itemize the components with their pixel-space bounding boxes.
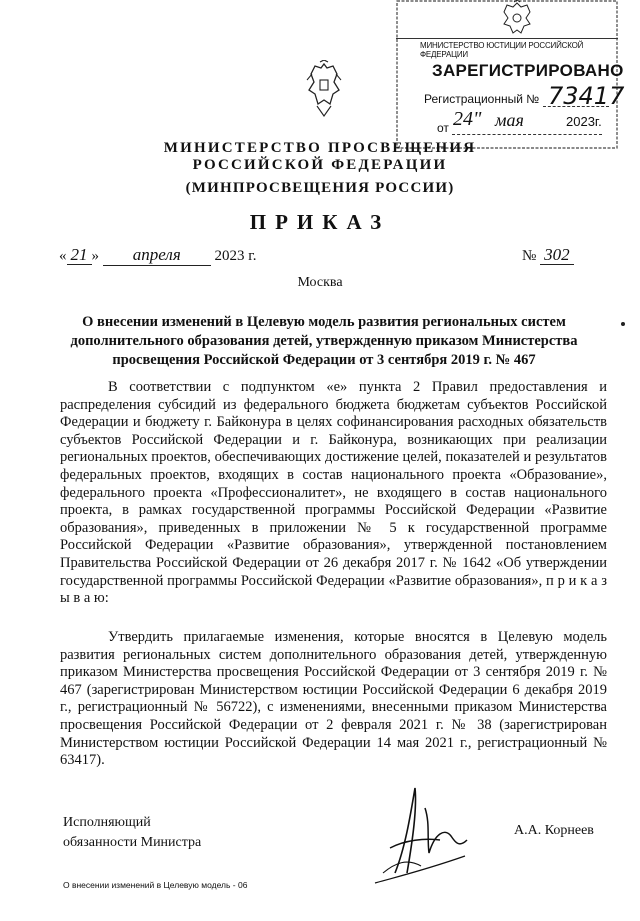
date-close-quote: » xyxy=(91,248,99,264)
stamp-date-underline xyxy=(452,134,602,135)
order-date xyxy=(59,245,256,266)
document-heading: О внесении изменений в Целевую модель развития региональных систем дополнительного образования детей, утвержденную приказом Министерства просвещения Российской Федерации от 3 сентября 2019 г. № 467 xyxy=(70,314,578,368)
signatory-role-line2: обязанности Министра xyxy=(63,835,202,850)
stamp-date-year: 2023г. xyxy=(566,114,602,129)
ministry-name-line1: МИНИСТЕРСТВО ПРОСВЕЩЕНИЯ xyxy=(163,140,477,156)
order-date-month: апреля xyxy=(103,245,211,266)
stamp-date-prefix: от xyxy=(437,121,449,135)
city: Москва xyxy=(297,275,343,290)
body-paragraph-preamble: В соответствии с подпунктом «е» пункта 2 Правил предоставления и распределения субсидий из федерального бюджета бюджетам субъектов Российской Федерации и бюджету г. Байконура в целях софинансирования расходных обязательств субъектов Российской Федерации и г. Байконура, возникающих при реализации региональных проектов, обеспечивающих достижение целей, показателей и результатов федеральных проектов, входящих в состав национального проекта «Образование», федерального проекта «Профессионалитет», не входящего в состав национального проекта, в рамках государственной программы Российской Федерации «Развитие образования», приведенных в приложении № 5 к государственной программе Российской Федерации «Развитие образования», утвержденной постановлением Правительства Российской Федерации от 26 декабря 2017 г. № 1642 «Об утверждении государственной программы Российской Федерации «Развитие образования», п р и к а з ы в а ю: xyxy=(60,379,607,607)
stamp-reg-number: 73417 xyxy=(548,82,625,110)
order-date-day: 21 xyxy=(67,245,92,265)
stamp-registered-label: ЗАРЕГИСТРИРОВАНО xyxy=(432,61,624,80)
order-number-value: 302 xyxy=(540,245,574,265)
order-number-label: № xyxy=(522,248,537,264)
order-date-year: 2023 г. xyxy=(214,248,257,264)
margin-dot xyxy=(621,322,625,326)
stamp-date-day: 24" xyxy=(453,108,482,130)
signatory-role xyxy=(63,813,201,853)
date-open-quote: « xyxy=(59,248,67,264)
ministry-name-line2: РОССИЙСКОЙ ФЕДЕРАЦИИ xyxy=(192,157,448,173)
signatory-name: А.А. Корнеев xyxy=(514,823,594,838)
document-type-title: ПРИКАЗ xyxy=(249,210,391,234)
body-paragraph-decision: Утвердить прилагаемые изменения, которые вносятся в Целевую модель развития региональных систем дополнительного образования детей, утвержденную приказом Министерства просвещения Российской Федерации от 3 сентября 2019 г. № 467 (зарегистрирован Министерством юстиции Российской Федерации 6 декабря 2019 г., регистрационный № 56722), с изменениями, внесенными приказом Министерства просвещения Российской Федерации от 2 февраля 2021 г. № 38 (зарегистрирован Министерством юстиции Российской Федерации 14 мая 2021 г., регистрационный № 63417). xyxy=(60,629,607,769)
order-number xyxy=(522,245,574,265)
stamp-ministry-name: МИНИСТЕРСТВО ЮСТИЦИИ РОССИЙСКОЙ ФЕДЕРАЦИИ xyxy=(420,41,584,59)
stamp-reg-number-label: Регистрационный № xyxy=(424,92,540,106)
stamp-number-underline xyxy=(543,106,609,107)
handwritten-signature-icon xyxy=(355,778,490,888)
footer-note: О внесении изменений в Целевую модель - 06 xyxy=(63,880,248,890)
stamp-date-month: мая xyxy=(495,110,524,130)
stamp-divider xyxy=(396,38,618,39)
coat-of-arms-icon xyxy=(303,60,345,120)
ministry-short-name: (МИНПРОСВЕЩЕНИЯ РОССИИ) xyxy=(185,180,455,196)
signatory-role-line1: Исполняющий xyxy=(63,815,151,830)
coat-of-arms-icon xyxy=(500,0,534,36)
